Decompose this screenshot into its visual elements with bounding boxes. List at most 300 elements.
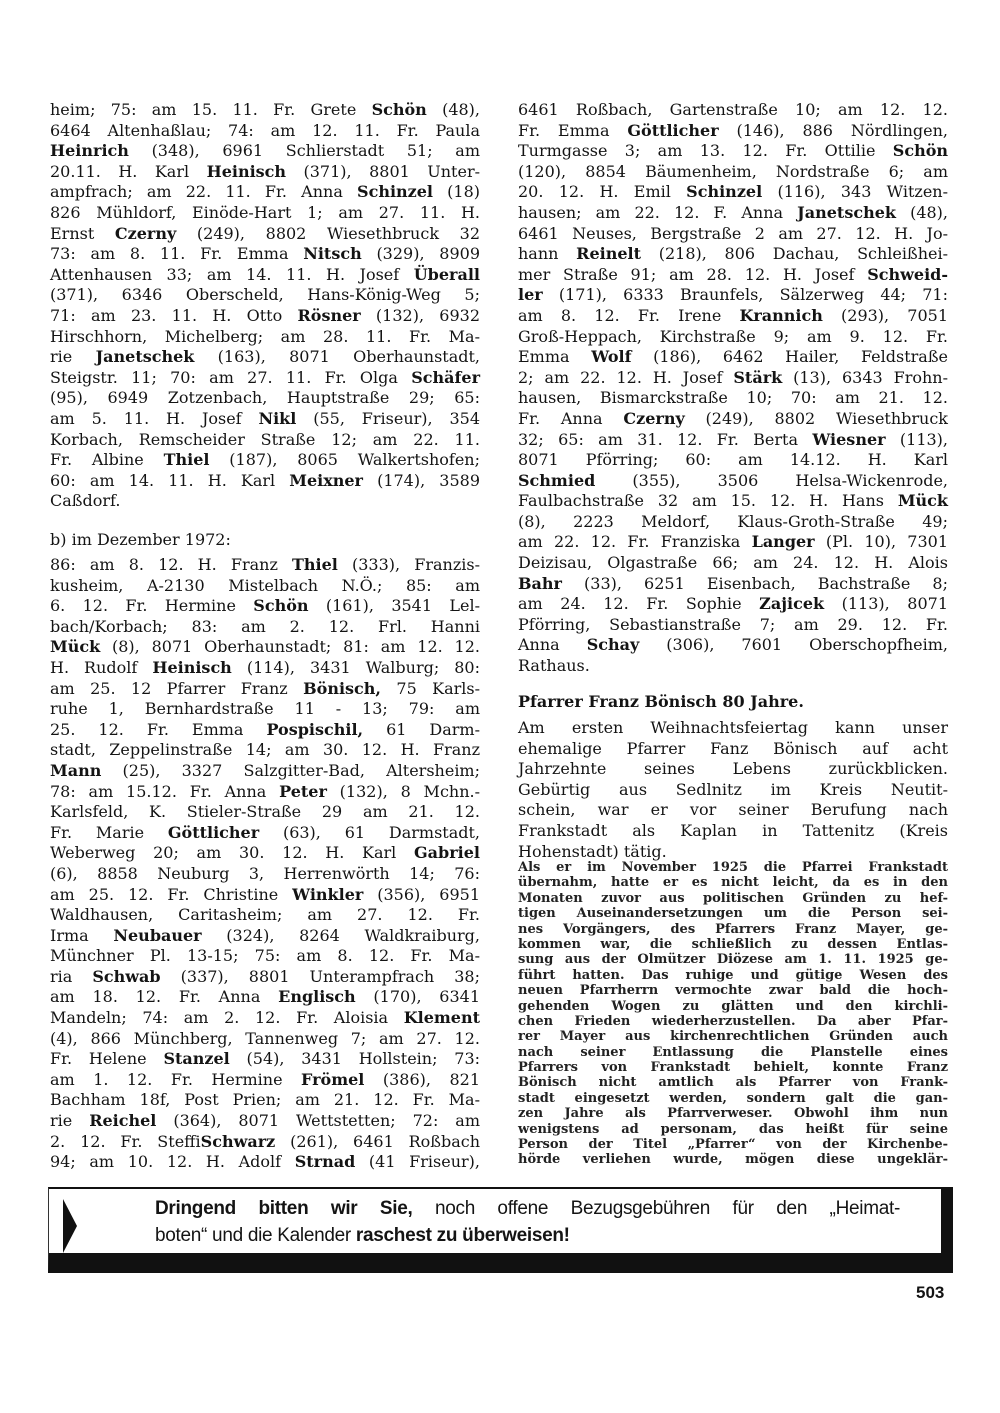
text-run: (55, Friseur), 354: [296, 408, 481, 428]
text-line: [518, 937, 948, 952]
text-run: stadt, Zeppelinstraße 14; am 30. 12. H. Franz: [50, 740, 480, 760]
text-run: boten“ und die Kalender: [155, 1225, 356, 1246]
section-subheading: b) im Dezember 1972:: [50, 530, 231, 549]
text-run: 86: am 8. 12. H. Franz: [50, 555, 292, 574]
text-run: Fr. Anna: [518, 408, 624, 428]
text-line: [518, 285, 948, 306]
text-line: [518, 999, 948, 1014]
text-line: [50, 244, 480, 265]
text-line: [50, 1111, 480, 1132]
text-run: (95), 6949 Zotzenbach, Hauptstraße 29; 65:: [50, 388, 480, 408]
text-run: Am ersten Weihnachtsfeiertag kann unser: [518, 718, 948, 737]
text-line: [50, 141, 480, 162]
text-run: führt hatten. Das ruhige und gütige Wesen des: [518, 967, 948, 983]
text-run: 61 Darm-: [363, 719, 480, 739]
bold-name: raschest zu überweisen!: [355, 1225, 570, 1246]
text-run: kusheim, A-2130 Mistelbach N.Ö.; 85: am: [50, 575, 480, 595]
text-run: ehemalige Pfarrer Fanz Bönisch auf acht: [518, 738, 948, 758]
text-line: [518, 594, 948, 615]
text-run: (54), 3431 Hollstein; 73:: [229, 1049, 481, 1069]
text-line: [50, 1090, 480, 1111]
right-column-para-1: [518, 100, 948, 677]
bold-name: Czerny: [114, 223, 177, 243]
text-run: hausen; am 22. 12. F. Anna: [518, 202, 798, 222]
text-line: [518, 553, 948, 574]
text-line: [50, 740, 480, 761]
text-line: [50, 699, 480, 720]
text-run: am 25. 12. Fr. Christine: [50, 884, 293, 904]
text-line: [155, 1222, 900, 1249]
text-run: zen Jahre als Pfarrverweser. Obwohl ihm nun: [518, 1106, 948, 1122]
text-run: gehenden Wogen zu glätten und den kirchli-: [518, 998, 948, 1014]
text-line: [50, 224, 480, 245]
bold-name: Überall: [413, 264, 480, 284]
text-line: [518, 450, 948, 471]
text-line: [518, 759, 948, 780]
text-run: Person der Titel „Pfarrer“ von der Kirchenbe-: [518, 1137, 948, 1153]
bold-name: Mück: [50, 637, 101, 657]
text-line: [518, 1091, 948, 1106]
left-column-para-1: [50, 100, 480, 512]
text-run: 32; 65: am 31. 12. Fr. Berta: [518, 429, 813, 449]
text-run: Attenhausen 33; am 14. 11. H. Josef: [50, 264, 414, 284]
text-line: [518, 800, 948, 821]
text-run: bach/Korbach; 83: am 2. 12. Frl. Hanni: [50, 616, 480, 636]
text-run: am 18. 12. Fr. Anna: [50, 987, 279, 1007]
text-run: (386), 821: [364, 1069, 480, 1089]
text-run: (356), 6951: [363, 884, 481, 904]
bold-name: Strnad: [294, 1152, 356, 1172]
text-line: [518, 100, 948, 121]
text-run: Fr. Helene: [50, 1049, 164, 1069]
text-line: [518, 891, 948, 906]
text-line: [50, 782, 480, 803]
text-line: [50, 265, 480, 286]
text-run: ria: [50, 966, 93, 986]
text-line: [50, 967, 480, 988]
text-run: Turmgasse 3; am 13. 12. Fr. Ottilie: [518, 141, 893, 161]
text-run: wenigstens ad personam, das heißt für seine: [518, 1121, 948, 1137]
text-run: schein, war er vor seiner Berufung nach: [518, 800, 948, 820]
text-line: [518, 922, 948, 937]
bold-name: Nikl: [258, 408, 297, 428]
text-run: Als er im November 1925 die Pfarrei Frankstadt: [518, 860, 948, 875]
article-body: [518, 860, 948, 1168]
text-run: Faulbachstraße 32 am 15. 12. H. Hans: [518, 491, 898, 511]
text-line: [518, 952, 948, 967]
text-run: Weberweg 20; am 30. 12. H. Karl: [50, 843, 415, 863]
text-line: [50, 617, 480, 638]
text-run: (48),: [426, 100, 481, 119]
text-line: [50, 471, 480, 492]
bold-name: Pospischil,: [266, 719, 364, 739]
text-line: [50, 1132, 480, 1153]
text-line: [518, 1060, 948, 1075]
text-run: (171), 6333 Braunfels, Sälzerweg 44; 71:: [542, 285, 948, 305]
article-heading: Pfarrer Franz Bönisch 80 Jahre.: [518, 692, 804, 711]
text-line: [518, 327, 948, 348]
text-run: am 1. 12. Fr. Hermine: [50, 1069, 302, 1089]
text-line: [518, 430, 948, 451]
text-run: 75 Karls-: [381, 678, 481, 698]
text-line: [518, 182, 948, 203]
bold-name: Heinisch: [152, 657, 232, 677]
text-line: [518, 718, 948, 739]
text-line: [50, 1029, 480, 1050]
text-run: (306), 7601 Oberschopfheim,: [639, 635, 948, 655]
text-line: [518, 968, 948, 983]
text-run: (174), 3589: [362, 470, 481, 490]
text-run: Fr. Emma: [518, 120, 628, 140]
text-line: [50, 823, 480, 844]
text-line: [518, 1152, 948, 1167]
bold-name: Wiesner: [812, 429, 886, 449]
text-line: [50, 576, 480, 597]
text-line: [518, 739, 948, 760]
bold-name: Schmied: [518, 470, 596, 490]
text-run: 2. 12. Fr. Steffi: [50, 1131, 201, 1151]
text-line: [50, 430, 480, 451]
bold-name: Wolf: [591, 347, 632, 367]
text-line: [518, 635, 948, 656]
text-line: [518, 983, 948, 998]
text-line: [50, 987, 480, 1008]
text-line: [50, 100, 480, 121]
text-line: [50, 1152, 480, 1173]
text-run: 20.11. H. Karl: [50, 161, 207, 181]
text-line: [518, 1045, 948, 1060]
text-run: rie: [50, 1111, 90, 1131]
text-run: sung aus der Olmützer Diözese am 1. 11. 1925 ge-: [518, 952, 948, 968]
bold-name: Rösner: [297, 305, 361, 325]
text-run: (261), 6461 Roßbach: [275, 1131, 481, 1151]
text-run: Gebürtig aus Sedlnitz im Kreis Neutit-: [518, 779, 948, 799]
text-run: Deizisau, Olgastraße 66; am 24. 12. H. Alois: [518, 553, 948, 573]
bold-name: Schinzel: [357, 182, 433, 202]
text-run: (161), 3541 Lel-: [308, 596, 481, 616]
text-line: [50, 720, 480, 741]
text-run: (371), 6346 Oberscheld, Hans-König-Weg 5;: [50, 285, 480, 305]
bold-name: ler: [518, 285, 543, 305]
text-line: [518, 121, 948, 142]
bold-name: Schinzel: [686, 182, 763, 202]
page-number: 503: [916, 1283, 945, 1302]
text-run: (249), 8802 Wiesethbruck: [684, 408, 948, 428]
text-line: [518, 388, 948, 409]
article-intro: [518, 718, 948, 862]
text-line: [518, 860, 948, 875]
text-run: Münchner Pl. 13-15; 75: am 8. 12. Fr. Ma-: [50, 946, 480, 966]
text-run: (132), 8 Mchn.-: [326, 781, 481, 801]
bold-name: Göttlicher: [167, 822, 260, 842]
text-line: [518, 906, 948, 921]
text-line: [518, 1029, 948, 1044]
text-run: (113),: [885, 429, 949, 449]
text-run: (187), 8065 Walkertshofen;: [209, 450, 480, 470]
bold-name: Schweid-: [867, 264, 948, 284]
text-run: Karlsfeld, K. Stieler-Straße 29 am 21. 12.: [50, 802, 480, 822]
text-run: nach seiner Entlassung die Planstelle eines: [518, 1044, 948, 1060]
text-line: [518, 656, 948, 677]
bold-name: Reichel: [89, 1111, 157, 1131]
text-run: neuen Pfarrherrn vermochte zwar bald die hoch-: [518, 983, 948, 999]
text-run: 25. 12. Fr. Emma: [50, 719, 267, 739]
bold-name: Gabriel: [414, 843, 480, 863]
bold-name: Janetschek: [797, 202, 896, 222]
text-run: tigen Auseinandersetzungen um die Person sei-: [518, 906, 948, 922]
text-run: Steigstr. 11; 70: am 27. 11. Fr. Olga: [50, 367, 412, 387]
text-run: 8071 Pförring; 60: am 14.12. H. Karl: [518, 450, 948, 470]
text-line: [518, 409, 948, 430]
text-run: am 5. 11. H. Josef: [50, 408, 259, 428]
text-line: [50, 203, 480, 224]
payment-notice-text: [155, 1195, 900, 1249]
text-line: [50, 658, 480, 679]
bold-name: Meixner: [289, 470, 363, 490]
bold-name: Bönisch,: [303, 678, 381, 698]
text-line: [518, 1075, 948, 1090]
text-run: (364), 8071 Wettstetten; 72: am: [156, 1111, 480, 1131]
text-run: (Pl. 10), 7301: [814, 532, 948, 552]
text-line: [50, 1070, 480, 1091]
bold-name: Schay: [586, 635, 640, 655]
text-line: [518, 141, 948, 162]
text-line: [518, 203, 948, 224]
bold-name: Stanzel: [163, 1049, 230, 1069]
text-run: (114), 3431 Walburg; 80:: [231, 657, 480, 677]
text-run: (163), 8071 Oberhaunstadt,: [194, 347, 481, 367]
text-run: Fr. Albine: [50, 450, 164, 470]
text-line: [518, 821, 948, 842]
text-line: [155, 1195, 900, 1222]
text-line: [50, 679, 480, 700]
text-line: [50, 596, 480, 617]
text-run: übernahm, hatte er es nicht leicht, da es in den: [518, 875, 948, 891]
payment-notice-box: [48, 1187, 953, 1273]
bold-name: Neubauer: [113, 925, 202, 945]
text-line: [518, 1137, 948, 1152]
text-line: [50, 885, 480, 906]
bold-name: Schön: [892, 141, 948, 161]
text-line: [50, 450, 480, 471]
text-run: 6. 12. Fr. Hermine: [50, 596, 254, 616]
text-line: [518, 244, 948, 265]
text-run: (218), 806 Dachau, Schleißhei-: [641, 244, 948, 264]
bold-name: Krannich: [739, 305, 823, 325]
text-run: ampfrach; am 22. 11. Fr. Anna: [50, 182, 358, 202]
text-run: 6461 Roßbach, Gartenstraße 10; am 12. 12.: [518, 100, 948, 119]
text-run: hann: [518, 244, 577, 264]
text-run: (4), 866 Münchberg, Tannenweg 7; am 27. 12.: [50, 1028, 480, 1048]
bold-name: Dringend bitten wir Sie,: [155, 1198, 413, 1219]
text-line: [518, 1106, 948, 1121]
text-run: Pförring, Sebastianstraße 7; am 29. 12. Fr.: [518, 614, 948, 634]
text-run: noch offene Bezugsgebühren für den „Heimat-: [412, 1198, 900, 1219]
text-run: 78: am 15.12. Fr. Anna: [50, 781, 280, 801]
text-line: [50, 843, 480, 864]
text-line: [50, 327, 480, 348]
text-line: [518, 306, 948, 327]
bold-name: Zajicek: [759, 594, 825, 614]
text-run: Mandeln; 74: am 2. 12. Fr. Aloisia: [50, 1008, 404, 1028]
text-line: [50, 905, 480, 926]
text-line: [518, 780, 948, 801]
bold-name: Nitsch: [303, 244, 362, 264]
text-run: 73: am 8. 11. Fr. Emma: [50, 244, 304, 264]
text-run: (41 Friseur),: [355, 1152, 480, 1172]
bold-name: Schwarz: [200, 1131, 276, 1151]
text-run: (120), 8854 Bäumenheim, Nordstraße 6; am: [518, 161, 948, 181]
text-run: (170), 6341: [355, 987, 481, 1007]
text-run: Frankstadt als Kaplan in Tattenitz (Kreis: [518, 820, 948, 840]
text-run: Groß-Heppach, Kirchstraße 9; am 9. 12. Fr.: [518, 326, 948, 346]
text-line: [518, 875, 948, 890]
bold-name: Mann: [50, 760, 102, 780]
text-line: [50, 347, 480, 368]
text-line: [50, 121, 480, 142]
text-run: hausen, Bismarckstraße 10; 70: am 21. 12.: [518, 388, 948, 408]
text-run: rer Mayer aus kirchenrechtlichen Gründen auch: [518, 1029, 948, 1045]
text-run: (186), 6462 Hailer, Feldstraße: [631, 347, 948, 367]
text-run: 2; am 22. 12. H. Josef: [518, 367, 734, 387]
bold-name: Bahr: [518, 573, 562, 593]
left-column-para-2: [50, 555, 480, 1173]
text-line: [50, 162, 480, 183]
text-run: (13), 6343 Frohn-: [782, 367, 949, 387]
text-line: [50, 946, 480, 967]
text-run: (371), 8801 Unter-: [286, 161, 480, 181]
text-run: (333), Franzis-: [337, 555, 480, 574]
bold-name: Mück: [897, 491, 948, 511]
text-run: Waldhausen, Caritasheim; am 27. 12. Fr.: [50, 905, 480, 925]
bold-name: Heinrich: [50, 141, 129, 161]
text-run: Caßdorf.: [50, 491, 121, 511]
text-line: [518, 1014, 948, 1029]
text-run: (348), 6961 Schlierstadt 51; am: [128, 141, 480, 161]
text-run: nes Vorgängers, des Pfarrers Franz Mayer, ge-: [518, 921, 948, 937]
text-line: [518, 512, 948, 533]
text-run: 71: am 23. 11. H. Otto: [50, 305, 298, 325]
bold-name: Langer: [751, 532, 815, 552]
text-line: [518, 347, 948, 368]
bold-name: Stärk: [733, 367, 783, 387]
text-run: (337), 8801 Unterampfrach 38;: [160, 966, 480, 986]
text-line: [518, 265, 948, 286]
bold-name: Thiel: [163, 450, 210, 470]
text-run: hörde verliehen wurde, mögen diese ungeklär-: [518, 1152, 948, 1168]
bold-name: Englisch: [278, 987, 356, 1007]
bold-name: Winkler: [292, 884, 364, 904]
text-run: Ernst: [50, 223, 115, 243]
text-line: [518, 162, 948, 183]
text-run: heim; 75: am 15. 11. Fr. Grete: [50, 100, 372, 119]
text-run: Korbach, Remscheider Straße 12; am 22. 11.: [50, 429, 480, 449]
text-run: am 22. 12. Fr. Franziska: [518, 532, 752, 552]
text-run: H. Rudolf: [50, 657, 153, 677]
text-line: [50, 1008, 480, 1029]
text-line: [50, 761, 480, 782]
text-run: (25), 3327 Salzgitter-Bad, Altersheim;: [101, 760, 480, 780]
text-run: Monaten zuvor aus politischen Gründen zu hef-: [518, 890, 948, 906]
text-run: Anna: [518, 635, 587, 655]
text-line: [518, 471, 948, 492]
text-run: Rathaus.: [518, 656, 590, 676]
text-line: [518, 224, 948, 245]
text-run: 6461 Neuses, Bergstraße 2 am 27. 12. H. Jo-: [518, 223, 948, 243]
bold-name: Peter: [279, 781, 327, 801]
bold-name: Janetschek: [95, 347, 195, 367]
text-run: Emma: [518, 347, 592, 367]
text-run: am 25. 12 Pfarrer Franz: [50, 678, 304, 698]
bold-name: Göttlicher: [627, 120, 719, 140]
text-line: [50, 491, 480, 512]
text-line: [518, 532, 948, 553]
text-run: (146), 886 Nördlingen,: [718, 120, 949, 140]
text-run: Fr. Marie: [50, 822, 168, 842]
arrow-right-icon: [63, 1199, 77, 1253]
text-run: 20. 12. H. Emil: [518, 182, 687, 202]
text-run: (33), 6251 Eisenbach, Bachstraße 8;: [561, 573, 948, 593]
text-run: ruhe 1, Bernhardstraße 11 - 13; 79: am: [50, 699, 480, 719]
bold-name: Klement: [403, 1008, 480, 1028]
text-run: chen Frieden wiederherzustellen. Da aber Pfar-: [518, 1013, 948, 1029]
text-line: [50, 182, 480, 203]
text-run: (6), 8858 Neuburg 3, Herrenwörth 14; 76:: [50, 863, 480, 883]
text-run: kommen war, die schließlich zu dessen Entlas-: [518, 936, 948, 952]
text-run: rie: [50, 347, 96, 367]
text-run: 60: am 14. 11. H. Karl: [50, 470, 290, 490]
text-run: Irma: [50, 925, 114, 945]
text-run: (63), 61 Darmstadt,: [259, 822, 481, 842]
bold-name: Reinelt: [576, 244, 642, 264]
text-run: Jahrzehnte seines Lebens zurückblicken.: [518, 759, 948, 779]
text-run: (18): [433, 182, 480, 202]
text-run: Pfarrers von Frankstadt behielt, konnte Franz: [518, 1060, 948, 1076]
text-run: Bönisch nicht amtlich als Pfarrer von Frank-: [518, 1075, 948, 1091]
text-run: (8), 8071 Oberhaunstadt; 81: am 12. 12.: [100, 637, 480, 657]
bold-name: Schäfer: [411, 367, 480, 387]
text-run: (329), 8909: [361, 244, 480, 264]
text-run: (355), 3506 Helsa-Wickenrode,: [595, 470, 948, 490]
text-line: [50, 926, 480, 947]
text-run: stadt eingesetzt werden, sondern galt die gan-: [518, 1090, 948, 1106]
text-line: [50, 864, 480, 885]
text-line: [518, 491, 948, 512]
text-run: Hohenstadt) tätig.: [518, 841, 667, 861]
text-run: 826 Mühldorf, Einöde-Hart 1; am 27. 11. H.: [50, 202, 480, 222]
text-line: [50, 388, 480, 409]
bold-name: Schön: [371, 100, 427, 119]
text-line: [50, 409, 480, 430]
text-line: [50, 1049, 480, 1070]
bold-name: Czerny: [623, 408, 685, 428]
text-run: am 8. 12. Fr. Irene: [518, 305, 740, 325]
text-run: am 24. 12. Fr. Sophie: [518, 594, 760, 614]
text-line: [518, 615, 948, 636]
bold-name: Frömel: [301, 1069, 365, 1089]
text-run: Hirschhorn, Michelberg; am 28. 11. Fr. Ma-: [50, 326, 480, 346]
bold-name: Thiel: [292, 555, 338, 574]
text-line: [518, 574, 948, 595]
text-line: [50, 555, 480, 576]
text-line: [518, 1122, 948, 1137]
bold-name: Heinisch: [206, 161, 287, 181]
text-line: [50, 802, 480, 823]
text-run: mer Straße 91; am 28. 12. H. Josef: [518, 264, 868, 284]
text-line: [50, 637, 480, 658]
text-line: [50, 368, 480, 389]
text-line: [50, 306, 480, 327]
